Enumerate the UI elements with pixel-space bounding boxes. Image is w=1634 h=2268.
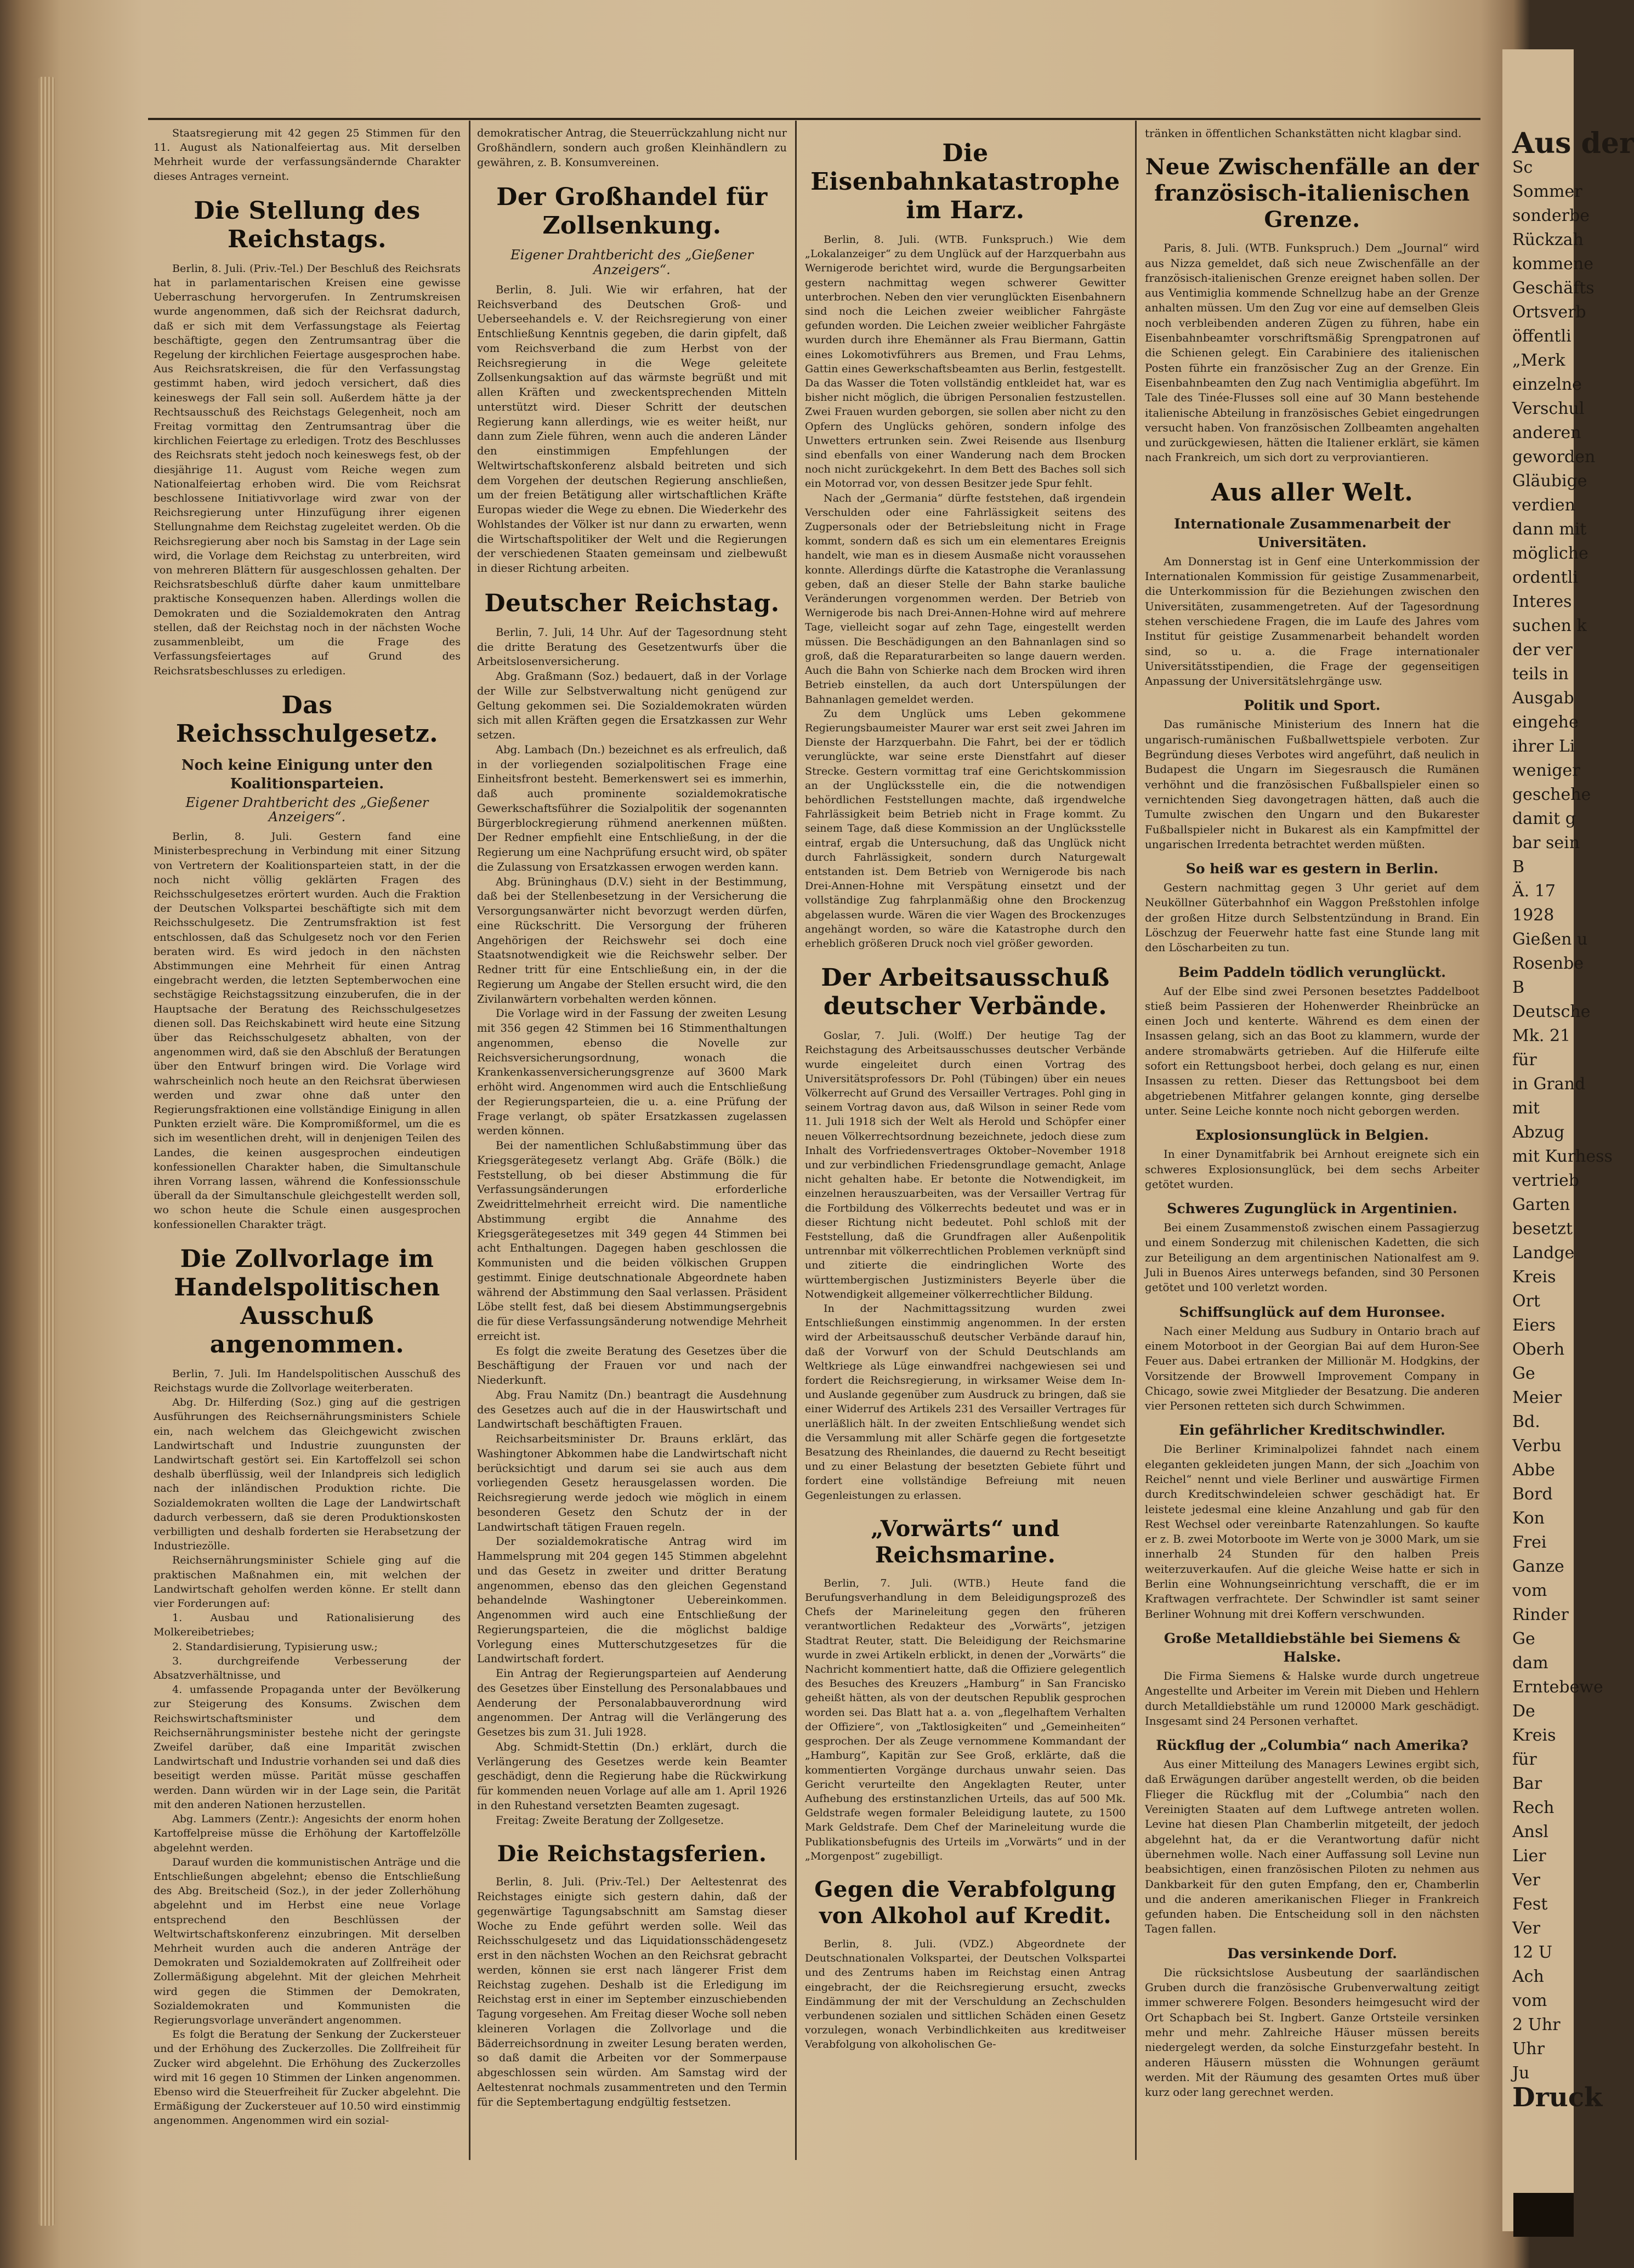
article-headline: Gegen die Verabfolgung von Alkohol auf Kredit. — [814, 1876, 1116, 1929]
article-paragraph: Berlin, 7. Juli, 14 Uhr. Auf der Tagesordnung steht die dritte Beratung des Gesetzentwurfs über die Arbeitslosenversicherung. — [477, 626, 787, 668]
adjacent-text-fragment: Landge — [1512, 1243, 1575, 1263]
list-item: 1. Ausbau und Rationalisierung des Molkereibetriebes; — [154, 1611, 461, 1639]
article-paragraph: Zu dem Unglück ums Leben gekommene Regierungsbaumeister Maurer war erst seit zwei Jahren im Dienste der Harzquerbahn. Die Fahrt, bei der er tödlich verunglückte, war seine erste Dienstfahrt auf dieser Strecke. Gestern vormittag traf eine Gerichtskommission an der Unglücksstelle ein, die die notwendigen behördlichen Feststellungen machte, daß irgendwelche Fahrlässigkeit beim Betrieb nicht in Frage kommt. Zu seinem Tage, daß diese Kommission an der Unglücksstelle eintraf, ergab die Untersuchung, daß das Unglück nicht durch Fahrlässigkeit, sondern durch Naturgewalt entstanden ist. Dem Betrieb von Wernigerode bis nach Drei-Annen-Hohne mit Verspätung einsetzt und der vollständige Zug fahrplanmäßig ohne den Brockenzug abgelassen wurde. Wären die vier Wagen des Brockenzuges angehängt worden, so wäre die Katastrophe durch den erheblich größeren Druck noch viel größer geworden. — [805, 707, 1126, 950]
adjacent-text-fragment: verdien — [1512, 496, 1575, 515]
article-column-3 — [805, 126, 1126, 2052]
wire-credit: Eigener Drahtbericht des „Gießener Anzeigers“. — [185, 794, 429, 825]
news-item-heading: Explosionsunglück in Belgien. — [1195, 1127, 1429, 1144]
adjacent-text-fragment: Gläubige — [1512, 471, 1587, 491]
article-headline: Neue Zwischenfälle an der französisch-italienischen Grenze. — [1145, 154, 1479, 233]
adjacent-text-fragment: vom — [1512, 1991, 1547, 2010]
article-paragraph: Abg. Frau Namitz (Dn.) beantragt die Ausdehnung des Gesetzes auch auf die in der Hauswirtschaft und Landwirtschaft beschäftigten Frauen. — [477, 1388, 787, 1431]
list-item: 3. durchgreifende Verbesserung der Absatzverhältnisse, und — [154, 1654, 461, 1682]
list-item: 4. umfassende Propaganda unter der Bevölkerung zur Steigerung des Konsums. Zwischen dem Reichswirtschaftsminister und dem Reichsernährungsminister bestehe nicht der geringste Zweifel darüber, daß eine Imparität zwischen Landwirtschaft und Industrie vorhanden sei und daß dies beseitigt werden müsse. Parität müsse geschaffen werden. Dann würden wir in der Lage sein, die Parität mit den anderen Nationen herzustellen. — [154, 1683, 461, 1811]
adjacent-text-fragment: Interes — [1512, 592, 1572, 611]
top-rule — [148, 118, 1480, 120]
adjacent-text-fragment: vom — [1512, 1581, 1547, 1600]
adjacent-text-fragment: anderen — [1512, 423, 1581, 442]
adjacent-text-fragment: Ausgab — [1512, 689, 1574, 708]
adjacent-text-fragment: besetzt — [1512, 1219, 1573, 1238]
adjacent-text-fragment: Ach — [1512, 1967, 1544, 1986]
article-paragraph: Abg. Lammers (Zentr.): Angesichts der enorm hohen Kartoffelpreise müsse die Erhöhung der Kartoffelzölle abgelehnt werden. — [154, 1812, 461, 1854]
adjacent-text-fragment: Ort — [1512, 1292, 1540, 1311]
adjacent-text-fragment: Bord — [1512, 1485, 1553, 1504]
adjacent-text-fragment: 1928 — [1512, 906, 1554, 925]
list-item: 2. Standardisierung, Typisierung usw.; — [172, 1640, 378, 1653]
adjacent-text-fragment: Ganze — [1512, 1557, 1564, 1576]
adjacent-text-fragment: bar sein — [1512, 833, 1580, 852]
news-item-heading: Das versinkende Dorf. — [1227, 1945, 1397, 1962]
adjacent-text-fragment: dam — [1512, 1653, 1548, 1673]
article-paragraph: Berlin, 8. Juli. (Priv.-Tel.) Der Beschluß des Reichsrats hat in parlamentarischen Kreisen eine gewisse Ueberraschung hervorgerufen. In Zentrumskreisen wurde angenommen, daß sich der Reichsrat dadurch, daß er sich mit dem Verfassungstage als Feiertag beschäftigte, gegen den Zentrumsantrag über die Regelung der kirchlichen Feiertage ausgesprochen habe. Aus Reichsratskreisen, die für den Verfassungstag gestimmt haben, wird jedoch versichert, daß dies keineswegs der Fall sein soll. Außerdem hätte ja der Rechtsausschuß des Reichstags Gelegenheit, noch am Freitag vormittag den Zentrumsantrag über die kirchlichen Feiertage zu erledigen. Trotz des Beschlusses des Reichsrats steht jedoch noch keineswegs fest, ob der diesjährige 11. August vom Reiche wegen zum Nationalfeiertag erhoben wird. Die vom Reichsrat beschlossene Initiativvorlage wird zwar von der Reichsregierung unter Hinzufügung ihrer eigenen Stellungnahme dem Reichstag zugeleitet werden. Ob die Reichsregierung aber noch bis Samstag in der Lage sein wird, die Vorlage dem Reichstag zu unterbreiten, wird von mehreren Blättern für ausgeschlossen gehalten. Der Reichsratsbeschluß dürfte daher kaum unmittelbare praktische Konsequenzen haben. Allerdings wollen die Demokraten und die Sozialdemokraten den Antrag stellen, daß der Reichstag noch in der nächsten Woche zusammenbleibt, um die Frage des Verfassungsfeiertages auf Grund des Reichsratsbeschlusses zu erledigen. — [154, 262, 461, 677]
article-column-4 — [1145, 126, 1479, 2100]
adjacent-text-fragment: für — [1512, 1750, 1537, 1769]
adjacent-text-fragment: Druck — [1512, 2082, 1603, 2113]
adjacent-text-fragment: Fest — [1512, 1895, 1548, 1914]
news-item-heading: Beim Paddeln tödlich verunglückt. — [1178, 964, 1446, 980]
article-headline: Die Eisenbahnkatastrophe im Harz. — [810, 139, 1120, 224]
column-divider — [795, 121, 797, 2160]
article-column-1 — [154, 126, 461, 2128]
adjacent-text-fragment: „Merk — [1512, 351, 1565, 370]
article-paragraph: Berlin, 8. Juli. Gestern fand eine Ministerbesprechung in Verbindung mit einer Sitzung von Vertretern der Koalitionsparteien statt, in der die noch nicht völlig geklärten Fragen des Reichsschulgesetzes erörtert wurden. Auch die Fraktion der Deutschen Volkspartei beschäftigte sich mit dem Reichsschulgesetz. Die Zentrumsfraktion ist fest entschlossen, daß das Schulgesetz noch vor den Ferien beraten wird. Es wird jedoch in den nächsten Abstimmungen eine Mehrheit für einen Antrag eingebracht werden, die letzten Septemberwochen eine sechstägige Reichstagssitzung einzuberufen, die in der Hauptsache der Beratung des Reichsschulgesetzes dienen soll. Das Reichskabinett wird heute eine Sitzung über das Reichsschulgesetz abhalten, von der angenommen wird, daß sie den Abschluß der Beratungen über den Entwurf bringen wird. Die Vorlage wird wahrscheinlich noch heute an den Reichsrat überwiesen werden und zwar ohne daß unter den Regierungsfraktionen eine vollständige Einigung in allen Punkten erzielt wäre. Die Kompromißformel, um die es sich im wesentlichen dreht, will in denjenigen Teilen des Landes, die keinen ausgesprochen eindeutigen konfessionellen Charakter haben, die Simultanschule ihren Vorrang lassen, während die Konfessionsschule überall da der Simultanschule gleichgestellt werden soll, wo schon heute die Schule einen ausgesprochen konfessionellen Charakter trägt. — [154, 830, 461, 1231]
adjacent-text-fragment: Bd. — [1512, 1412, 1540, 1431]
article-paragraph: tränken in öffentlichen Schankstätten nicht klagbar sind. — [1145, 127, 1462, 140]
adjacent-text-fragment: mit — [1512, 1099, 1540, 1118]
adjacent-text-fragment: Garten — [1512, 1195, 1570, 1214]
news-item-heading: So heiß war es gestern in Berlin. — [1185, 861, 1439, 877]
adjacent-text-fragment: Geschäfts — [1512, 278, 1595, 298]
adjacent-text-fragment: Kreis — [1512, 1267, 1556, 1287]
article-paragraph: Am Donnerstag ist in Genf eine Unterkommission der Internationalen Kommission für geistige Zusammenarbeit, die Unterkommission für die Beziehungen zwischen den Universitäten, zusammengetreten. Auf der Tagesordnung stehen verschiedene Fragen, die im Laufe des Jahres vom Institut für geistige Zusammenarbeit behandelt worden sind, so u. a. die Frage internationaler Universitätsstipendien, die Frage der gegenseitigen Anpassung der Universitätslehrgänge usw. — [1145, 555, 1479, 688]
article-paragraph: Die Firma Siemens & Halske wurde durch ungetreue Angestellte und Arbeiter im Verein mit Dieben und Hehlern durch Metalldiebstähle um rund 120000 Mark geschädigt. Insgesamt sind 24 Personen verhaftet. — [1145, 1669, 1479, 1727]
article-paragraph: Abg. Lambach (Dn.) bezeichnet es als erfreulich, daß in der vorliegenden sozialpolitischen Frage eine Einheitsfront besteht. Bemerkenswert sei es immerhin, daß auch prominente sozialdemokratische Gewerkschaftsführer die Sozialpolitik der sogenannten Bürgerblockregierung rühmend anerkennen müßten. Der Redner empfiehlt eine Entschließung, in der die Regierung um eine Nachprüfung ersucht wird, ob später die Zulassung von Ersatzkassen erwogen werden kann. — [477, 743, 787, 873]
adjacent-text-fragment: Gießen u — [1512, 930, 1588, 949]
article-subheadline: Noch keine Einigung unter den Koalitionsparteien. — [181, 757, 433, 792]
adjacent-text-fragment: Rinder — [1512, 1605, 1569, 1624]
article-paragraph: Berlin, 7. Juli. (WTB.) Heute fand die Berufungsverhandlung in dem Beleidigungsprozeß des Chefs der Marineleitung gegen den früheren verantwortlichen Redakteur des „Vorwärts“, jetzigen Stadtrat Reuter, statt. Die Beleidigung der Reichsmarine wurde in zwei Artikeln erblickt, in denen der „Vorwärts“ die Nachricht kommentiert hatte, daß die Offiziere gelegentlich des Besuches des Kreuzers „Hamburg“ in San Francisko geheißt hätten, als von der deutschen Republik gesprochen worden sei. Das Blatt hat a. a. von „flegelhaftem Verhalten der Offiziere“, von „Taktlosigkeiten“ und „Gemeinheiten“ gesprochen. Der als Zeuge vernommene Kommandant der „Hamburg“, Kapitän zur See Groß, erklärte, daß die kommentierten Vorgänge durchaus unwahr seien. Das Gericht verurteilte den Angeklagten Reuter, unter Aufhebung des erstinstanzlichen Urteils, das auf 500 Mk. Geldstrafe wegen formaler Beleidigung lautete, zu 1500 Mark Geldstrafe. Dem Chef der Marineleitung wurde die Publikationsbefugnis des Urteils im „Vorwärts“ und in der „Morgenpost“ zugebilligt. — [805, 1576, 1126, 1862]
article-paragraph: Reichsarbeitsminister Dr. Brauns erklärt, das Washingtoner Abkommen habe die Landwirtschaft nicht berücksichtigt und darum sei sie auch aus dem vorliegenden Gesetz herausgelassen worden. Die Reichsregierung werde jedoch wie möglich in einem besonderen Gesetz den Schutz der in der Landwirtschaft tätigen Frauen regeln. — [477, 1433, 787, 1533]
adjacent-text-fragment: Verschul — [1512, 399, 1585, 418]
adjacent-text-fragment: geschehe — [1512, 785, 1591, 804]
adjacent-text-fragment: ordentli — [1512, 568, 1578, 587]
adjacent-text-fragment: Uhr — [1512, 2039, 1545, 2059]
article-paragraph: Bei einem Zusammenstoß zwischen einem Passagierzug und einem Sonderzug mit chilenischen Kadetten, die sich zur Beteiligung an dem argentinischen Nationalfest am 9. Juli in Buenos Aires unterwegs befanden, sind 30 Personen getötet und 100 verletzt worden. — [1145, 1221, 1479, 1294]
adjacent-text-fragment: Eiers — [1512, 1316, 1556, 1335]
adjacent-page-strip — [1502, 49, 1634, 2231]
article-paragraph: Paris, 8. Juli. (WTB. Funkspruch.) Dem „Journal“ wird aus Nizza gemeldet, daß sich neue Zwischenfälle an der französisch-italienischen Grenze ereignet haben sollen. Der aus Ventimiglia kommende Schnellzug habe an der Grenze anhalten müssen. Um den Zug vor eine auf demselben Gleis noch verbleibenden anderen Zügen zu führen, habe ein Eisenbahnbeamter vorschriftsmäßig Sprengpatronen auf die Schienen gelegt. Ein Carabiniere des italienischen Posten führte ein französischer Zug an der Grenze. Ein Eisenbahnbeamten den Zug nach Ventimiglia abgeführt. Im Tale des Tinée-Flusses soll eine auf 30 Mann bestehende italienische Abteilung in französisches Gebiet eingedrungen versucht haben. Von französischen Zollbeamten angehalten und zurückgewiesen, hätten die Italiener erklärt, sie kämen nach Frankreich, um sich dort zu verproviantieren. — [1145, 242, 1479, 464]
article-paragraph: Die rücksichtslose Ausbeutung der saarländischen Gruben durch die französische Grubenverwaltung zeitigt immer schwerere Folgen. Besonders heimgesucht wird der Ort Schapbach bei St. Ingbert. Ganze Ortsteile versinken mehr und mehr. Zahlreiche Häuser müssen bereits niedergelegt werden, da solche Einsturzgefahr besteht. In anderen Häusern müssten die Wohnungen geräumt werden. Mit der Räumung des gesamten Ortes muß über kurz oder lang gerechnet werden. — [1145, 1966, 1479, 2099]
adjacent-text-fragment: in Grand — [1512, 1075, 1586, 1094]
adjacent-text-fragment: Kon — [1512, 1509, 1545, 1528]
article-paragraph: Nach einer Meldung aus Sudbury in Ontario brach auf einem Motorboot in der Georgian Bai auf dem Huron-See Feuer aus. Dabei ertranken der Millionär M. Hodgkins, der Vorsitzende der Browwell Improvement Company in Chicago, sowie zwei Mitglieder der Besatzung. Die anderen vier Personen retteten sich durch Schwimmen. — [1145, 1325, 1479, 1413]
adjacent-text-fragment: Ge — [1512, 1629, 1535, 1649]
adjacent-text-fragment: Mk. 21 — [1512, 1026, 1571, 1045]
adjacent-text-fragment: Deutsche — [1512, 1002, 1591, 1021]
adjacent-text-fragment: Ä. 17 — [1512, 882, 1556, 901]
adjacent-text-fragment: Frei — [1512, 1533, 1547, 1552]
adjacent-text-fragment: Abbe — [1512, 1460, 1555, 1480]
news-item-heading: Große Metalldiebstähle bei Siemens & Halske. — [1164, 1630, 1461, 1665]
adjacent-text-fragment: Ge — [1512, 1364, 1535, 1383]
adjacent-text-fragment: De — [1512, 1702, 1535, 1721]
article-paragraph: Berlin, 8. Juli. (Priv.-Tel.) Der Aeltestenrat des Reichstages einigte sich gestern dahin, daß der gegenwärtige Tagungsabschnitt am Samstag dieser Woche zu Ende geführt werden solle. Weil das Reichsschulgesetz und das Liquidationsschädengesetz erst in den nächsten Wochen an den Reichsrat gebracht werden, können sie erst nach längerer Frist dem Reichstag zugehen. Deshalb ist die Erledigung im Reichstag erst in einer im September einzuschiebenden Tagung vorgesehen. Am Freitag dieser Woche soll neben kleineren Vorlagen die Zollvorlage und die Bäderreichsordnung in zweiter Lesung beraten werden, so daß damit die Arbeiten vor der Sommerpause abgeschlossen sein würden. Am Samstag wird der Aeltestenrat nochmals zusammentreten und den Termin für die Septembertagung endgültig festsetzen. — [477, 1875, 787, 2108]
article-paragraph: Aus einer Mitteilung des Managers Lewines ergibt sich, daß Erwägungen darüber angestellt werden, ob die beiden Flieger die Rückflug mit der „Columbia“ nach den Vereinigten Staaten auf dem Luftwege antreten wollen. Levine hat diesen Plan Chamberlin mitgeteilt, der jedoch abgelehnt hat, da er die Verantwortung dafür nicht übernehmen wolle. Nach einer Auffassung soll Levine nun beabsichtigen, einen französischen Piloten zu nehmen aus Dankbarkeit für den guten Empfang, den er, Chamberlin und die anderen amerikanischen Flieger in Frankreich gefunden haben. Die Entscheidung soll in den nächsten Tagen fallen. — [1145, 1758, 1479, 1936]
adjacent-text-fragment: Meier — [1512, 1388, 1562, 1407]
article-paragraph: Abg. Dr. Hilferding (Soz.) ging auf die gestrigen Ausführungen des Reichsernährungsministers Schiele ein, nach welchem das Gleichgewicht zwischen Landwirtschaft und Industrie zuungunsten der Landwirtschaft gestört sei. Ein Kartoffelzoll sei schon deshalb überflüssig, weil der Inlandpreis sich lediglich nach der inländischen Produktion richte. Die Sozialdemokraten wollten die Lage der Landwirtschaft dadurch verbessern, daß sie deren Produktionskosten verbilligten und deshalb forderten sie Herabsetzung der Industriezölle. — [154, 1396, 461, 1553]
adjacent-text-fragment: einzelne — [1512, 375, 1582, 394]
adjacent-text-fragment: Ver — [1512, 1871, 1541, 1890]
article-headline: Die Zollvorlage im Handelspolitischen Ausschuß angenommen. — [174, 1244, 440, 1358]
adjacent-text-fragment: suchen k — [1512, 616, 1587, 635]
article-headline: Die Reichstagsferien. — [497, 1841, 767, 1867]
adjacent-text-fragment: Sc — [1512, 158, 1533, 177]
article-headline: Das Reichsschulgesetz. — [175, 691, 439, 748]
adjacent-text-fragment: Ansl — [1512, 1822, 1548, 1841]
article-paragraph: Nach der „Germania“ dürfte feststehen, daß irgendein Verschulden oder eine Fahrlässigkeit seitens des Zugpersonals oder der Betriebsleitung nicht in Frage kommt, sondern daß es sich um ein elementares Ereignis handelt, wie man es in diesem Ausmaße nicht voraussehen konnte. Allerdings dürfte die Katastrophe die Veranlassung geben, daß an dieser Stelle der Bahn starke bauliche Veränderungen vorgenommen werden. Der Betrieb von Wernigerode bis nach Drei-Annen-Hohne wird auf mehrere Tage, vielleicht sogar auf zehn Tage, eingestellt werden müssen. Die Beschädigungen an den Bahnanlagen sind so groß, daß die Reparaturarbeiten so lange dauern werden. Auch die Bahn von Schierke nach dem Brocken wird ihren Betrieb einstellen, da auch dort Unterspülungen der Bahnanlagen gemeldet werden. — [805, 491, 1126, 706]
article-paragraph: Die Vorlage wird in der Fassung der zweiten Lesung mit 356 gegen 42 Stimmen bei 16 Stimmenthaltungen angenommen, ebenso die Novelle zur Reichsversicherungsordnung, wonach die Krankenkassenversicherungsgrenze auf 3600 Mark erhöht wird. Angenommen wird auch die Entschließung der Regierungsparteien, die u. a. eine Prüfung der Frage verlangt, ob später Ersatzkassen zugelassen werden können. — [477, 1007, 787, 1138]
adjacent-text-fragment: Ver — [1512, 1919, 1541, 1938]
wire-credit: Eigener Drahtbericht des „Gießener Anzeigers“. — [510, 247, 753, 277]
adjacent-text-fragment: damit g — [1512, 809, 1576, 828]
article-column-2 — [477, 126, 787, 2110]
article-paragraph: In der Nachmittagssitzung wurden zwei Entschließungen einstimmig angenommen. In der ersten wird der Arbeitsausschuß deutscher Verbände darauf hin, daß der Vorwurf von der Schuld Deutschlands am Weltkriege als Lüge einwandfrei nachgewiesen sei und fordert die Reichsregierung, in wirksamer Weise dem In- und Auslande gegenüber zum Ausdruck zu bringen, daß sie einer Widerruf des Artikels 231 des Versailler Vertrages für unerläßlich hält. In der zweiten Entschließung wendet sich die Versammlung mit aller Schärfe gegen die fortgesetzte Besatzung des Rheinlandes, die dauernd zu Recht beseitigt und zu einer Belastung der besetzten Gebiete führt und fordert eine vollständige Befreiung mit neuen Gegenleistungen zu erlassen. — [805, 1302, 1126, 1502]
adjacent-text-fragment: Ortsverb — [1512, 303, 1586, 322]
article-paragraph: Auf der Elbe sind zwei Personen besetztes Paddelboot stieß beim Passieren der Hohenwerder Rheinbrücke an einen Joch und kenterte. Während es dem einen der Insassen gelang, sich an das Boot zu klammern, wurde der andere stromabwärts getrieben. Auf die Hilferufe eilte sofort ein Rettungsboot herbei, doch gelang es nur, einen Insassen zu retten. Dieser das Rettungsboot bei dem abgetriebenen Mitfahrer gelangen konnte, ging derselbe unter. Seine Leiche konnte noch nicht geborgen werden. — [1145, 985, 1479, 1117]
adjacent-text-fragment: öffentli — [1512, 327, 1571, 346]
adjacent-text-fragment: Rech — [1512, 1798, 1554, 1817]
news-item-heading: Ein gefährlicher Kreditschwindler. — [1179, 1422, 1445, 1439]
article-paragraph: Berlin, 8. Juli. Wie wir erfahren, hat der Reichsverband des Deutschen Groß- und Ueberseehandels e. V. der Reichsregierung von einer Entschließung Kenntnis gegeben, die darin gipfelt, daß vom Reichsverband die zum Herbst von der Reichsregierung in die Wege geleitete Zollsenkungsaktion auf das wärmste begrüßt und mit allen Kräften und zweckentsprechenden Mitteln unterstützt wird. Dieser Schritt der deutschen Regierung kann allerdings, wie es weiter heißt, nur dann zum Ziele führen, wenn auch die anderen Länder den einstimmigen Empfehlungen der Weltwirtschaftskonferenz alsbald beitreten und sich dem Vorgehen der deutschen Regierung anschließen, um der freien Betätigung aller wirtschaftlichen Kräfte Europas wieder die Wege zu ebnen. Die Wiederkehr des Wohlstandes der Völker ist nur dann zu erwarten, wenn die Wirtschaftspolitiker der Welt und die Regierungen der verschiedenen Staaten gemeinsam und zielbewußt in dieser Richtung arbeiten. — [477, 283, 787, 575]
adjacent-text-fragment: B — [1512, 978, 1525, 997]
adjacent-text-fragment: Kreis — [1512, 1726, 1556, 1745]
article-headline: „Vorwärts“ und Reichsmarine. — [871, 1515, 1060, 1568]
adjacent-text-fragment: Verbu — [1512, 1436, 1562, 1456]
adjacent-text-fragment: weniger — [1512, 761, 1580, 780]
article-paragraph: Ein Antrag der Regierungsparteien auf Aenderung des Gesetzes über Einstellung des Personalabbaues und Aenderung der Personalabbauverordnung wird angenommen. Der Antrag will die Verlängerung des Gesetzes bis zum 31. Juli 1928. — [477, 1667, 787, 1738]
adjacent-page-fragments — [1502, 156, 1613, 2113]
adjacent-text-fragment: mögliche — [1512, 544, 1588, 563]
adjacent-text-fragment: geworden — [1512, 447, 1596, 467]
article-paragraph: Abg. Graßmann (Soz.) bedauert, daß in der Vorlage der Wille zur Selbstverwaltung nicht genügend zur Geltung gekommen sei. Die Sozialdemokraten würden sich mit allen Kräften gegen die Ersatzkassen zur Wehr setzen. — [477, 670, 787, 741]
adjacent-text-fragment: dann mit — [1512, 520, 1587, 539]
adjacent-text-fragment: Erntebewe — [1512, 1678, 1603, 1697]
news-item-heading: Rückflug der „Columbia“ nach Amerika? — [1156, 1737, 1468, 1754]
article-headline: Aus aller Welt. — [1211, 478, 1414, 507]
adjacent-text-fragment: teils in — [1512, 664, 1569, 684]
article-paragraph: Es folgt die zweite Beratung des Gesetzes über die Beschäftigung der Frauen vor und nach der Niederkunft. — [477, 1344, 787, 1386]
news-item-heading: Schiffsunglück auf dem Huronsee. — [1179, 1304, 1445, 1320]
article-paragraph: Der sozialdemokratische Antrag wird im Hammelsprung mit 204 gegen 145 Stimmen abgelehnt und das Gesetz in zweiter und dritter Beratung angenommen, ebenso das den gleichen Gegenstand behandelnde Washingtoner Uebereinkommen. Angenommen wird auch eine Entschließung der Regierungsparteien, die die möglichst baldige Vorlegung eines Mutterschutzgesetzes für die Landwirtschaft fordert. — [477, 1535, 787, 1666]
adjacent-text-fragment: der ver — [1512, 640, 1573, 660]
article-paragraph: Reichsernährungsminister Schiele ging auf die praktischen Maßnahmen ein, mit welchen der Landwirtschaft geholfen werden könne. Er stellt dann vier Forderungen auf: — [154, 1554, 461, 1610]
news-item-heading: Internationale Zusammenarbeit der Universitäten. — [1174, 515, 1450, 550]
adjacent-text-fragment: vertrieb — [1512, 1171, 1579, 1190]
article-paragraph: Abg. Schmidt-Stettin (Dn.) erklärt, durch die Verlängerung des Gesetzes werde kein Beamter geschädigt, denn die Regierung habe die Rückwirkung für kommenden neuen Vorlage auf alle am 1. April 1926 in den Ruhestand versetzten Beamten zugesagt. — [477, 1740, 787, 1812]
adjacent-text-fragment: Rückzah — [1512, 230, 1584, 249]
news-item-heading: Politik und Sport. — [1244, 697, 1381, 714]
article-headline: Der Großhandel für Zollsenkung. — [496, 183, 768, 240]
article-paragraph: Abg. Brüninghaus (D.V.) sieht in der Bestimmung, daß bei der Stellenbesetzung in der Versicherung die Versorgungsanwärter nicht bevorzugt werden dürfen, eine Rückschritt. Die Versorgung der früheren Angehörigen der Reichswehr sei doch eine Staatsnotwendigkeit wie die Reichswehr selber. Der Redner tritt für eine Entschließung ein, in der die Regierung um Angabe der Stellen ersucht wird, die den Zivilanwärtern vorbehalten werden können. — [477, 875, 787, 1005]
article-paragraph: Berlin, 8. Juli. (VDZ.) Abgeordnete der Deutschnationalen Volkspartei, der Deutschen Volkspartei und des Zentrums haben im Reichstag einen Antrag eingebracht, der die Reichsregierung ersucht, zwecks Eindämmung der mit der Verschuldung an Zechschulden verbundenen sozialen und sittlichen Schäden einen Gesetz vorzulegen, wonach Verbindlichkeiten aus kreditweiser Verabfolgung von alkoholischen Ge- — [805, 1937, 1126, 2051]
article-paragraph: Freitag: Zweite Beratung der Zollgesetze. — [496, 1814, 724, 1827]
article-paragraph: In einer Dynamitfabrik bei Arnhout ereignete sich ein schweres Explosionsunglück, bei dem sechs Arbeiter getötet wurden. — [1145, 1148, 1479, 1191]
adjacent-text-fragment: Bar — [1512, 1774, 1542, 1793]
adjacent-text-fragment: eingehe — [1512, 713, 1579, 732]
adjacent-text-fragment: B — [1512, 857, 1525, 877]
article-paragraph: Es folgt die Beratung der Senkung der Zuckersteuer und der Erhöhung des Zuckerzolles. Die Zollfreiheit für Zucker wird abgelehnt. Die Erhöhung des Zuckerzolles wird mit 16 gegen 10 Stimmen der Linken angenommen. Ebenso wird die Steuerfreiheit für Zucker abgelehnt. Die Ermäßigung der Zuckersteuer auf 10.50 wird einstimmig angenommen. Angenommen wird ein sozial- — [154, 2028, 461, 2127]
page-edge-stack — [38, 77, 55, 2226]
adjacent-text-fragment: Sommer — [1512, 182, 1582, 201]
adjacent-text-fragment: sonderbe — [1512, 206, 1590, 225]
article-paragraph: Goslar, 7. Juli. (Wolff.) Der heutige Tag der Reichstagung des Arbeitsausschusses deutscher Verbände wurde eingeleitet durch einen Vortrag des Universitätsprofessors Dr. Pohl (Tübingen) über ein neues Völkerrecht auf Grund des Versailler Vertrages. Pohl ging in seinem Vortrag davon aus, daß Wilson in seiner Rede vom 11. Juli 1918 sich der Welt als Herold und Schöpfer einer neuen Völkerrechtsordnung bezeichnete, jedoch diese zum Inhalt des Vorfriedensvertrages Oktober–November 1918 und zur verbindlichen Friedensgrundlage gemacht, Anlage nicht gehalten habe. Er betonte die Notwendigkeit, im einzelnen herauszuarbeiten, was der Versailler Vertrag für die Fortbildung des Völkerrechts bedeutet und was er in dieser Richtung nicht bedeutet. Pohl schloß mit der Feststellung, daß die Grundfragen aller Außenpolitik untrennbar mit völkerrechtlichen Problemen verknüpft sind und zitierte die eindringlichen Worte des württembergischen Justizministers Beyerle über die Notwendigkeit allgemeiner völkerrechtlicher Bildung. — [805, 1029, 1126, 1300]
article-paragraph: Darauf wurden die kommunistischen Anträge und die Entschließungen abgelehnt; ebenso die Entschließung des Abg. Breitscheid (Soz.), in der jeder Zollerhöhung abgelehnt und im Herbst eine neue Vorlage entsprechend den Beschlüssen der Weltwirtschaftskonferenz einzubringen. Mit derselben Mehrheit wurden auch die anderen Anträge der Demokraten und Sozialdemokraten auf Zollfreiheit oder Zollermäßigung abgelehnt. Mit der gleichen Mehrheit wird gegen die Stimmen der Demokraten, Sozialdemokraten und Kommunisten die Regierungsvorlage unverändert angenommen. — [154, 1855, 461, 2026]
adjacent-page-title: Aus der — [1512, 127, 1634, 160]
adjacent-text-fragment: Abzug — [1512, 1123, 1565, 1142]
column-divider — [1135, 121, 1137, 2160]
adjacent-text-fragment: für — [1512, 1050, 1537, 1070]
article-paragraph: Das rumänische Ministerium des Innern hat die ungarisch-rumänischen Fußballwettspiele verboten. Zur Begründung dieses Verbotes wird angeführt, daß neulich in Budapest die Ungarn im Siegesrausch die Rumänen verhöhnt und die französischen Fußballspieler einen so vernichtenden Sieg davongetragen hätten, daß auch die Tumulte zwischen den Ungarn und den Bukarester Fußballspieler nicht in Bukarest als ein Kampfmittel der ungarischen Irredenta betrachtet werden müßten. — [1145, 718, 1479, 851]
article-paragraph: Gestern nachmittag gegen 3 Uhr geriet auf dem Neuköllner Güterbahnhof ein Waggon Preßstohlen infolge der großen Hitze durch Selbstentzündung in Brand. Ein Löschzug der Feuerwehr hatte fast eine Stunde lang mit den Löscharbeiten zu tun. — [1145, 882, 1479, 954]
article-headline: Die Stellung des Reichstags. — [194, 196, 421, 253]
adjacent-text-fragment: Rosenbe — [1512, 954, 1584, 973]
adjacent-text-fragment: kommene — [1512, 254, 1593, 274]
adjacent-text-fragment: 12 U — [1512, 1943, 1552, 1962]
adjacent-text-fragment: ihrer Li — [1512, 737, 1575, 756]
adjacent-text-fragment: Oberh — [1512, 1340, 1565, 1359]
adjacent-text-fragment: 2 Uhr — [1512, 2015, 1561, 2034]
adjacent-text-fragment: Ju — [1512, 2064, 1530, 2083]
article-paragraph: Staatsregierung mit 42 gegen 25 Stimmen für den 11. August als Nationalfeiertag aus. Mit derselben Mehrheit wurde der verfassungsändernde Charakter dieses Antrages verneint. — [154, 127, 461, 183]
article-paragraph: Berlin, 7. Juli. Im Handelspolitischen Ausschuß des Reichstags wurde die Zollvorlage weiterberaten. — [154, 1367, 461, 1394]
article-headline: Deutscher Reichstag. — [484, 589, 780, 617]
column-divider — [469, 121, 470, 2160]
article-paragraph: Bei der namentlichen Schlußabstimmung über das Kriegsgerätegesetz verlangt Abg. Gräfe (Bölk.) die Feststellung, ob bei dieser Abstimmung die für Verfassungsänderungen erforderliche Zweidrittelmehrheit erreicht wird. Die namentliche Abstimmung ergibt die Annahme des Kriegsgerätegesetzes mit 349 gegen 44 Stimmen bei acht Enthaltungen. Dagegen haben geschlossen die Kommunisten und die beiden völkischen Gruppen gestimmt. Einige deutschnationale Abgeordnete haben während der Abstimmung den Saal verlassen. Präsident Löbe stellt fest, daß bei diesem Abstimmungsergebnis die für diese Verfassungsänderung notwendige Mehrheit erreicht ist. — [477, 1139, 787, 1343]
news-item-heading: Schweres Zugunglück in Argentinien. — [1167, 1201, 1457, 1217]
page-corner-shadow — [1513, 2193, 1574, 2237]
article-paragraph: Die Berliner Kriminalpolizei fahndet nach einem eleganten gekleideten jungen Mann, der sich „Joachim von Reichel“ nennt und viele Berliner und auswärtige Firmen durch Kreditschwindeleien schwer geschädigt hat. Er leistete jedesmal eine kleine Anzahlung und gab für den Rest Wechsel oder vereinbarte Ratenzahlungen. So kaufte er z. B. zwei Motorboote im Werte von je 3000 Mark, um sie innerhalb 24 Stunden für den halben Preis weiterzuverkaufen. Auf die gleiche Weise hatte er sich in Berlin eine Wohnungseinrichtung verschafft, die er im Kraftwagen verfrachtete. Der Schwindler ist samt seiner Berliner Wohnung mit drei Koffern verschwunden. — [1145, 1443, 1479, 1621]
adjacent-text-fragment: Lier — [1512, 1846, 1546, 1866]
adjacent-text-fragment: mit Kurhess — [1512, 1147, 1613, 1166]
article-headline: Der Arbeitsausschuß deutscher Verbände. — [821, 964, 1110, 1021]
article-paragraph: Berlin, 8. Juli. (WTB. Funkspruch.) Wie dem „Lokalanzeiger“ zu dem Unglück auf der Harzquerbahn aus Wernigerode berichtet wird, wurde die Bergungsarbeiten gestern nachmittag wegen schwerer Gewitter unterbrochen. Neben den vier verunglückten Eisenbahnern sind noch die Leichen zweier weiblicher Fahrgäste gefunden worden. Die Leichen zweier weiblicher Fahrgäste wurden durch ihre Ehemänner als Frau Biermann, Gattin eines Lokomotivführers aus Bremen, und Frau Lehms, Gattin eines Gewerkschaftsbeamten aus Berlin, festgestellt. Da das Wasser die Toten vollständig entkleidet hat, war es bisher nicht möglich, die übrigen Personalien festzustellen. Zwei Frauen wurden geborgen, sie sollen aber nicht zu den Opfern des Unglücks gehören, sondern infolge des Unwetters ertrunken sein. Zwei Reisende aus Ilsenburg sind ebenfalls von einer Wanderung nach dem Brocken noch nicht zurückgekehrt. In dem Bett des Baches soll sich ein Motorrad vor, von dessen Besitzer jede Spur fehlt. — [805, 233, 1126, 490]
article-paragraph: demokratischer Antrag, die Steuerrückzahlung nicht nur Großhändlern, sondern auch großen Kleinhändlern zu gewähren, z. B. Konsumvereinen. — [477, 127, 787, 169]
